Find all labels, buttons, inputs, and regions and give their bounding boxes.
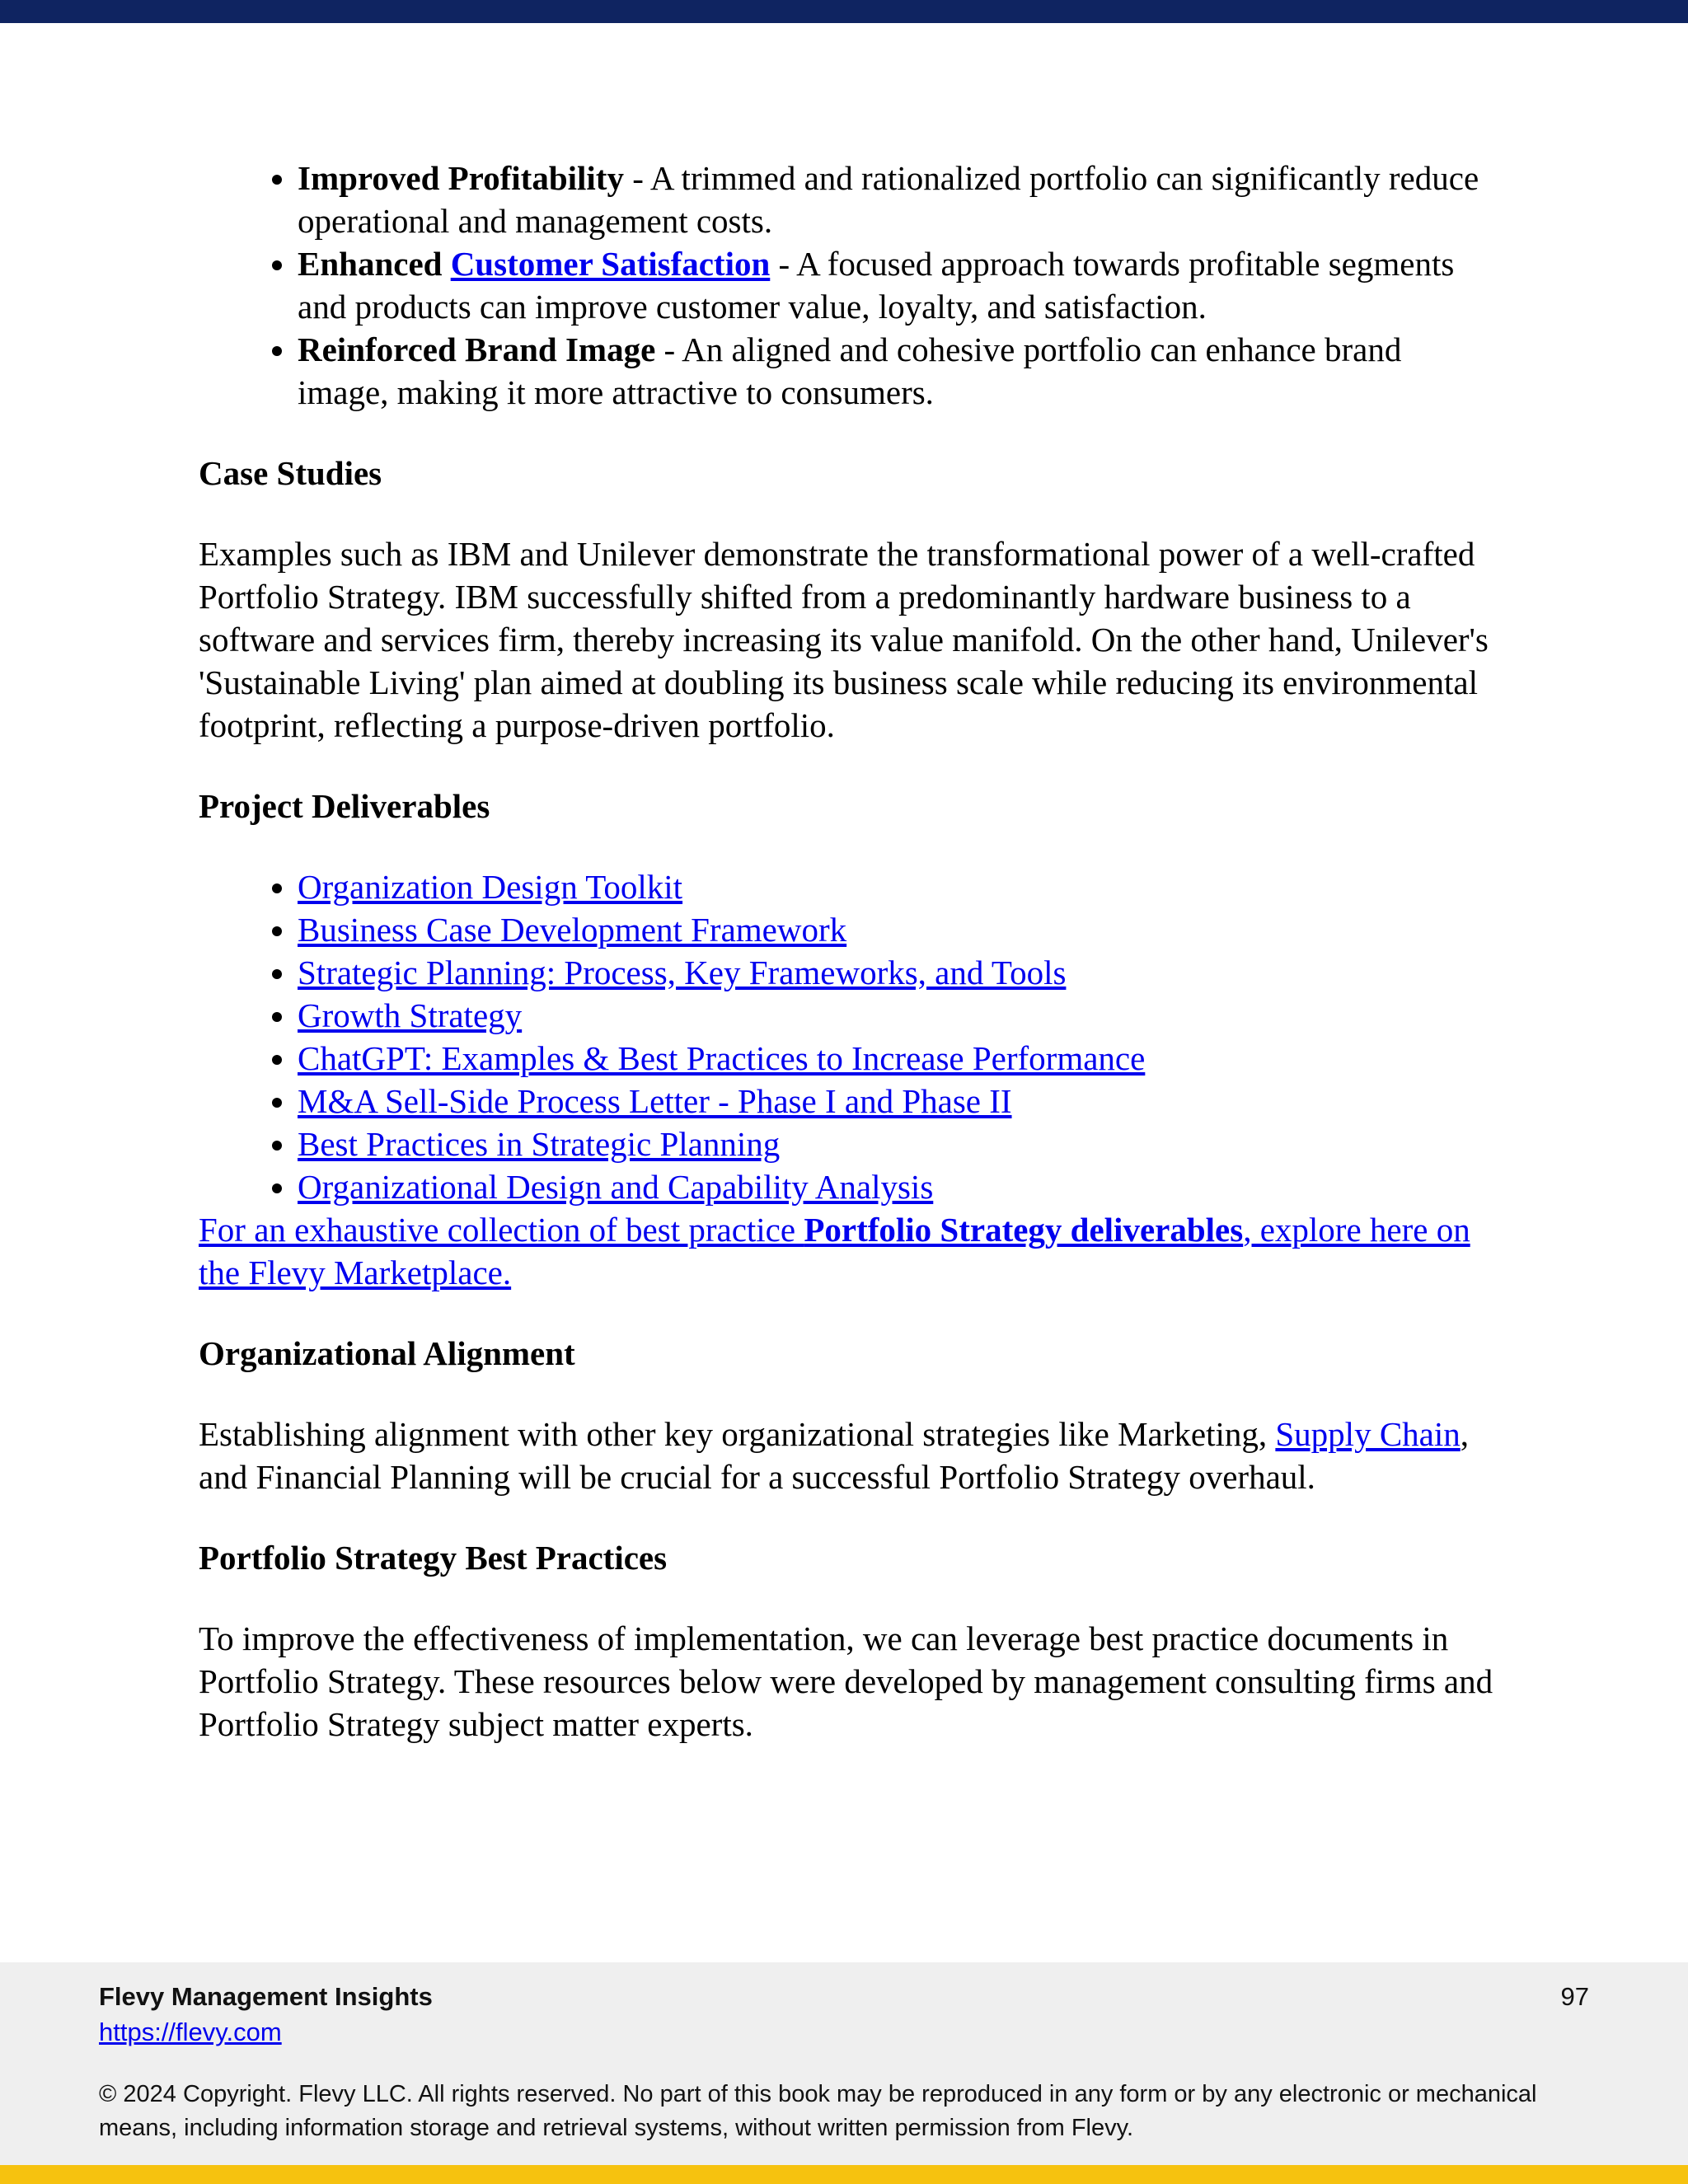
customer-satisfaction-link[interactable]: Customer Satisfaction [450,245,771,283]
list-item [298,1037,1501,1080]
exhaustive-collection-paragraph [199,1208,1501,1294]
benefit-text: - A focused approach towards profitable segments and products can improve customer value, loyalty, and satisfaction. [298,245,1455,326]
benefits-list [199,157,1501,414]
list-item [298,1165,1501,1208]
footer-url-link[interactable]: https://flevy.com [99,2018,282,2046]
alignment-text-before: Establishing alignment with other key organizational strategies like Marketing, [199,1415,1276,1453]
benefit-title: Improved Profitability [298,159,624,197]
bottom-accent-bar [0,2165,1688,2184]
deliverable-link[interactable]: Best Practices in Strategic Planning [298,1125,781,1163]
page-number: 97 [1560,1982,1589,2011]
list-item [298,994,1501,1037]
list-item [298,1080,1501,1122]
case-studies-body: Examples such as IBM and Unilever demonstrate the transformational power of a well-crafted Portfolio Strategy. IBM successfully shifted from a predominantly hardware business to a software and services firm, thereby increasing its value manifold. On the other hand, Unilever's 'Sustainable Living' plan aimed at doubling its business scale while reducing its environmental footprint, reflecting a purpose-driven portfolio. [199,535,1489,744]
top-accent-bar [0,0,1688,23]
page-footer [0,1962,1688,2165]
deliverables-list [199,865,1501,1208]
deliverable-link[interactable]: Growth Strategy [298,996,523,1034]
case-studies-heading: Case Studies [199,454,382,492]
benefit-title [298,245,770,283]
deliverable-link[interactable]: Organization Design Toolkit [298,868,683,906]
page-content [199,157,1501,1746]
copyright-notice: © 2024 Copyright. Flevy LLC. All rights reserved. No part of this book may be reproduced in any form or by any electronic or mechanical means, including information storage and retrieval systems, without written permission from Flevy. [99,2081,1537,2141]
best-practices-body: To improve the effectiveness of implementation, we can leverage best practice documents in Portfolio Strategy. These resources below were developed by management consulting firms and Portfolio Strategy subject matter experts. [199,1619,1493,1743]
benefit-title-prefix: Enhanced [298,245,451,283]
list-item [298,157,1501,242]
deliverable-link[interactable]: M&A Sell-Side Process Letter - Phase I and Phase II [298,1082,1012,1120]
deliverable-link[interactable]: Strategic Planning: Process, Key Frameworks, and Tools [298,954,1067,991]
deliverable-link[interactable]: Organizational Design and Capability Analysis [298,1168,934,1206]
marketplace-link-prefix: For an exhaustive collection of best practice [199,1211,804,1249]
footer-brand: Flevy Management Insights [99,1982,433,2011]
alignment-body [199,1413,1501,1498]
benefit-text: - An aligned and cohesive portfolio can enhance brand image, making it more attractive to consumers. [298,330,1402,411]
benefit-text: - A trimmed and rationalized portfolio can significantly reduce operational and management costs. [298,159,1479,240]
best-practices-heading: Portfolio Strategy Best Practices [199,1539,668,1577]
list-item [298,328,1501,414]
deliverable-link[interactable]: ChatGPT: Examples & Best Practices to Increase Performance [298,1039,1146,1077]
deliverables-heading: Project Deliverables [199,787,490,825]
supply-chain-link[interactable]: Supply Chain [1275,1415,1461,1453]
list-item [298,951,1501,994]
list-item [298,242,1501,328]
marketplace-link-suffix: , explore here on the Flevy Marketplace. [199,1211,1470,1291]
list-item [298,865,1501,908]
list-item [298,908,1501,951]
marketplace-link-bold: Portfolio Strategy deliverables [804,1211,1244,1249]
alignment-heading: Organizational Alignment [199,1334,575,1372]
benefit-title: Reinforced Brand Image [298,330,656,368]
deliverable-link[interactable]: Business Case Development Framework [298,911,847,949]
list-item [298,1122,1501,1165]
alignment-text-after: , and Financial Planning will be crucial for a successful Portfolio Strategy overhaul. [199,1415,1470,1496]
marketplace-link[interactable] [199,1211,1470,1291]
